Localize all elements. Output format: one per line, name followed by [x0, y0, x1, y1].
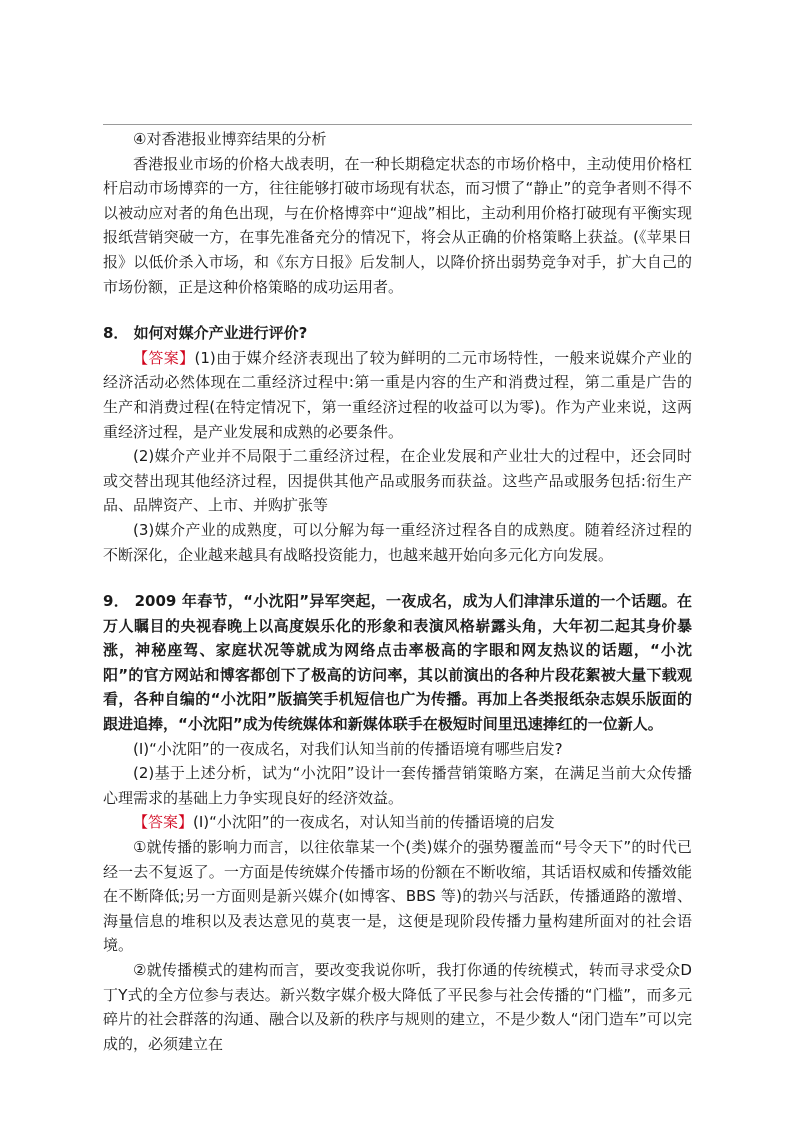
answer-8-part-3: (3)媒介产业的成熟度，可以分解为每一重经济过程各自的成熟度。随着经济过程的不断深化，企业越来越具有战略投资能力，也越来越开始向多元化方向发展。 — [103, 520, 692, 564]
answer-8-part-2: (2)媒介产业并不局限于二重经济过程，在企业发展和产业壮大的过程中，还会同时或交替出现其他经济过程，因提供其他产品或服务而获益。这些产品或服务包括:衍生产品、品牌资产、上市、并购扩张等 — [103, 447, 692, 515]
question-8: 8． 如何对媒介产业进行评价? — [103, 324, 308, 343]
answer-label: 【答案】 — [133, 348, 195, 367]
answer-text: (1)由于媒介经济表现出了较为鲜明的二元市场特性，一般来说媒介产业的经济活动必然体现在二重经济过程中:第一重是内容的生产和消费过程，第二重是广告的生产和消费过程(在特定情况下，第一重经济过程的收益可以为零)。作为产业来说，这两重经济过程，是产业发展和成熟的必要条件。 — [103, 348, 692, 441]
answer-9-point-1: ①就传播的影响力而言，以往依靠某一个(类)媒介的强势覆盖而“号令天下”的时代已经一去不复返了。一方面是传统媒介传播市场的份额在不断收缩，其话语权威和传播效能在不断降低;另一方面则是新兴媒介(如博客、BBS 等)的勃兴与活跃，传播通路的激增、海量信息的堆积以及表达意见的莫衷一是，这便是现阶段传播力量构建所面对的社会语境。 — [103, 838, 692, 955]
question-9-sub-1: (I)“小沈阳”的一夜成名，对我们认知当前的传播语境有哪些启发? — [133, 739, 563, 758]
document-body — [103, 127, 692, 1056]
sub-heading: ④对香港报业博弈结果的分析 — [133, 130, 327, 148]
spacer — [103, 299, 692, 321]
answer-label: 【答案】 — [133, 813, 194, 832]
spacer — [103, 567, 692, 589]
answer-9-intro — [103, 810, 692, 835]
answer-text: (I)“小沈阳”的一夜成名，对认知当前的传播语境的启发 — [193, 813, 555, 832]
answer-9-point-2: ②就传播模式的建构而言，要改变我说你听，我打你通的传统模式，转而寻求受众D丁Y式的全方位参与表达。新兴数字媒介极大降低了平民参与社会传播的“门槛”，而多元碎片的社会群落的沟通、融合以及新的秩序与规则的建立，不是少数人“闭门造车”可以完成的，必须建立在 — [103, 961, 692, 1053]
header-rule — [103, 124, 692, 125]
answer-8-part-1 — [103, 346, 692, 444]
paragraph: 香港报业市场的价格大战表明，在一种长期稳定状态的市场价格中，主动使用价格杠杆启动市场博弈的一方，往往能够打破市场现有状态，而习惯了“静止”的竞争者则不得不以被动应对者的角色出现，与在价格博弈中“迎战”相比，主动利用价格打破现有平衡实现报纸营销突破一方，在事先准备充分的情况下，将会从正确的价格策略上获益。(《苹果日报》以低价杀入市场，和《东方日报》后发制人，以降价挤出弱势竞争对手，扩大自己的市场份额，正是这种价格策略的成功运用者。 — [103, 154, 692, 296]
question-9-sub-2: (2)基于上述分析，试为“小沈阳”设计一套传播营销策略方案，在满足当前大众传播心理需求的基础上力争实现良好的经济效益。 — [103, 764, 692, 807]
question-9: 9． 2009 年春节，“小沈阳”异军突起，一夜成名，成为人们津津乐道的一个话题。在万人瞩目的央视春晚上以高度娱乐化的形象和表演风格崭露头角，大年初二起其身价暴涨，神秘座驾、家庭状况等就成为网络点击率极高的字眼和网友热议的话题，“小沈阳”的官方网站和博客都创下了极高的访问率，其以前演出的各种片段花絮被大量下载观看，各种自编的“小沈阳”版搞笑手机短信也广为传播。再加上各类报纸杂志娱乐版面的跟进追捧，“小沈阳”成为传统媒体和新媒体联手在极短时间里迅速捧红的一位新人。 — [103, 592, 692, 734]
